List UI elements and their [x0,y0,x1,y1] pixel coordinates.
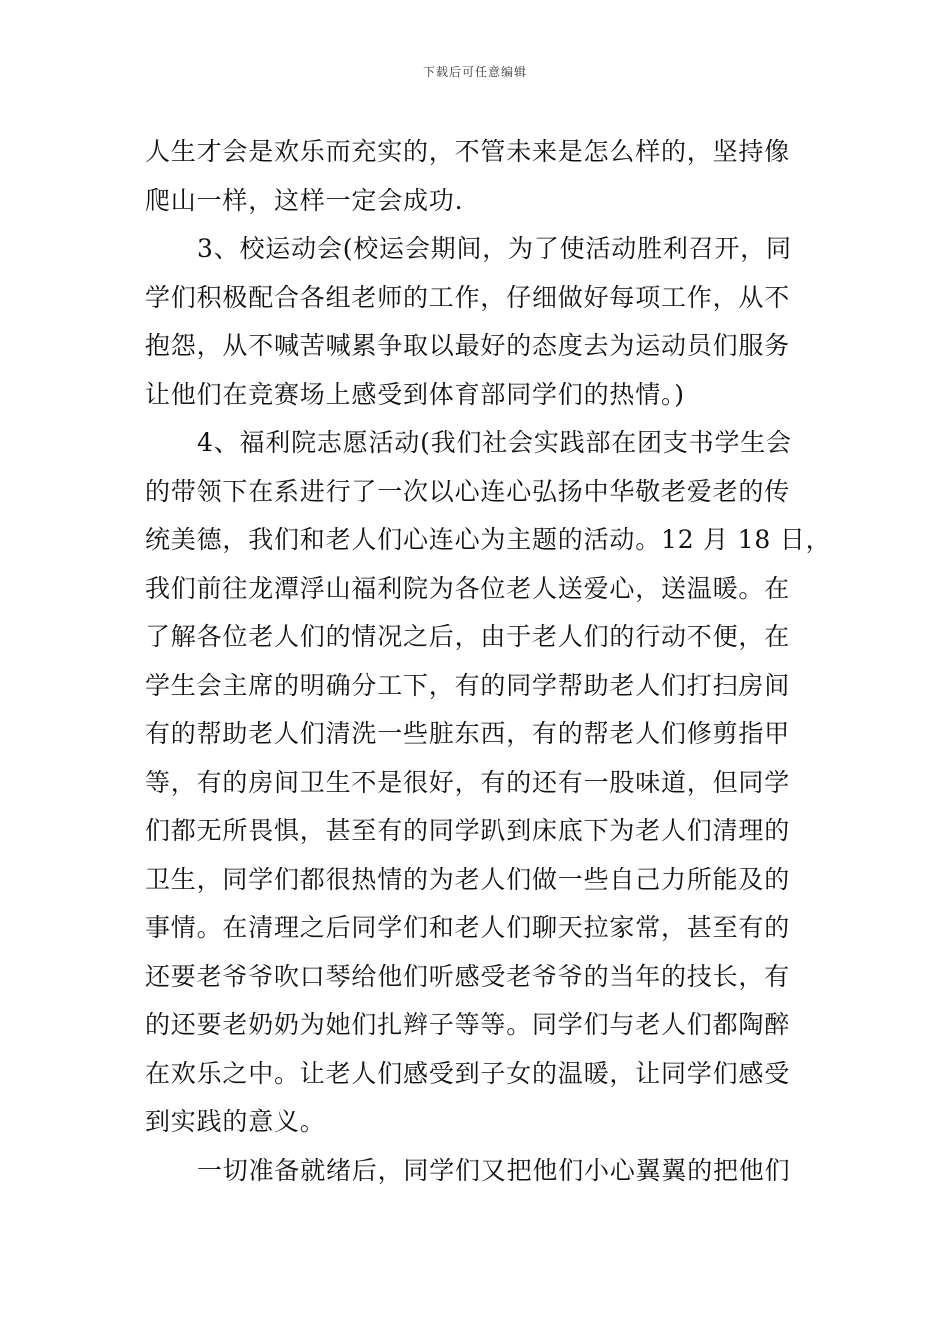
text-line: 等，有的房间卫生不是很好，有的还有一股味道，但同学 [145,767,791,797]
text-line: 我们前往龙潭浮山福利院为各位老人送爱心，送温暖。在 [145,573,791,603]
document-body [145,128,832,1195]
text-line: 了解各位老人们的情况之后，由于老人们的行动不便，在 [145,622,791,651]
paragraph-start-line: 4、福利院志愿活动(我们社会实践部在团支书学生会 [197,428,792,457]
text-line: 抱怨，从不喊苦喊累争取以最好的态度去为运动员们服务 [145,331,791,360]
text-line: 学们积极配合各组老师的工作，仔细做好每项工作，从不 [145,282,791,312]
text-line: 爬山一样，这样一定会成功. [145,185,464,215]
text-line: 人生才会是欢乐而充实的，不管未来是怎么样的，坚持像 [145,137,791,166]
text-line: 卫生，同学们都很热情的为老人们做一些自己力所能及的 [145,864,791,894]
paragraph-start-line: 一切准备就绪后，同学们又把他们小心翼翼的把他们 [197,1155,791,1185]
page-header: 下载后可任意编辑 [422,65,527,79]
text-line: 让他们在竞赛场上感受到体育部同学们的热情。) [145,379,685,409]
text-line: 在欢乐之中。让老人们感受到子女的温暖，让同学们感受 [145,1058,791,1088]
text-line: 有的帮助老人们清洗一些脏东西，有的帮老人们修剪指甲 [145,719,791,748]
text-line: 事情。在清理之后同学们和老人们聊天拉家常，甚至有的 [145,913,791,942]
text-line: 们都无所畏惧，甚至有的同学趴到床底下为老人们清理的 [145,816,791,845]
text-line: 还要老爷爷吹口琴给他们听感受老爷爷的当年的技长，有 [145,961,791,991]
text-line: 的带领下在系进行了一次以心连心弘扬中华敬老爱老的传 [145,476,791,506]
text-line: 到实践的意义。 [145,1107,326,1136]
text-line: 的还要老奶奶为她们扎辫子等等。同学们与老人们都陶醉 [145,1010,791,1039]
text-line: 学生会主席的明确分工下，有的同学帮助老人们打扫房间 [145,670,791,700]
paragraph-start-line: 3、校运动会(校运会期间，为了使活动胜利召开，同 [197,234,792,263]
text-line: 统美德，我们和老人们心连心为主题的活动。12 月 18 日， [145,525,832,554]
